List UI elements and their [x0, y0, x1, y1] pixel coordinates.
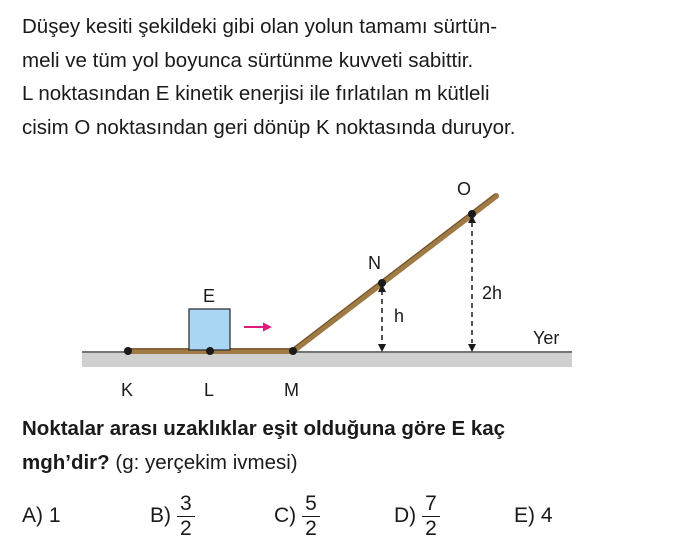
option-e-value: 4: [540, 504, 553, 527]
option-b-letter: B): [150, 504, 171, 527]
option-d[interactable]: [394, 488, 440, 544]
question-line-2-bold: mgh’dir?: [22, 450, 110, 474]
label-2h: 2h: [482, 283, 503, 303]
option-b-fraction: [177, 493, 195, 540]
option-c-numerator: 5: [302, 493, 320, 517]
velocity-arrow-head: [263, 323, 272, 332]
statement-line-1: Düşey kesiti şekildeki gibi olan yolun tamamı sürtün-: [22, 15, 498, 38]
height-h-arrow-down: [378, 344, 386, 352]
statement-line-3: L noktasından E kinetik enerjisi ile fırlatılan m kütleli: [22, 82, 490, 105]
option-e[interactable]: [514, 488, 553, 544]
point-l-dot: [206, 347, 214, 355]
option-c-letter: C): [274, 504, 297, 527]
label-m: M: [284, 380, 299, 400]
option-a-value: 1: [48, 504, 61, 527]
incline-track: [293, 196, 496, 351]
height-2h-arrow-down: [468, 344, 476, 352]
option-e-letter: E): [514, 504, 535, 527]
point-m-dot: [289, 347, 297, 355]
statement-line-4: cisim O noktasından geri dönüp K noktasında duruyor.: [22, 115, 516, 139]
block-e: [189, 309, 230, 350]
label-l: L: [204, 380, 215, 400]
label-h: h: [394, 306, 405, 326]
option-c-fraction: [302, 493, 320, 540]
label-o: O: [457, 179, 472, 199]
option-b[interactable]: [150, 488, 195, 544]
label-e: E: [203, 286, 216, 306]
option-d-denominator: 2: [425, 516, 437, 540]
question-text: [22, 412, 670, 479]
option-d-numerator: 7: [422, 493, 440, 517]
statement-line-2: meli ve tüm yol boyunca sürtünme kuvveti sabittir.: [22, 48, 474, 72]
label-n: N: [368, 253, 381, 273]
option-d-letter: D): [394, 504, 417, 527]
label-yer: Yer: [533, 328, 560, 348]
option-a[interactable]: [22, 488, 61, 544]
option-d-fraction: [422, 493, 440, 540]
option-b-numerator: 3: [177, 493, 195, 517]
label-k: K: [121, 380, 134, 400]
option-c[interactable]: [274, 488, 320, 544]
question-line-2-rest: (g: yerçekim ivmesi): [109, 450, 298, 474]
option-b-denominator: 2: [180, 516, 192, 540]
option-a-letter: A): [22, 504, 43, 527]
point-k-dot: [124, 347, 132, 355]
question-line-1: Noktalar arası uzaklıklar eşit olduğuna göre E kaç: [22, 417, 506, 440]
option-c-denominator: 2: [305, 516, 317, 540]
